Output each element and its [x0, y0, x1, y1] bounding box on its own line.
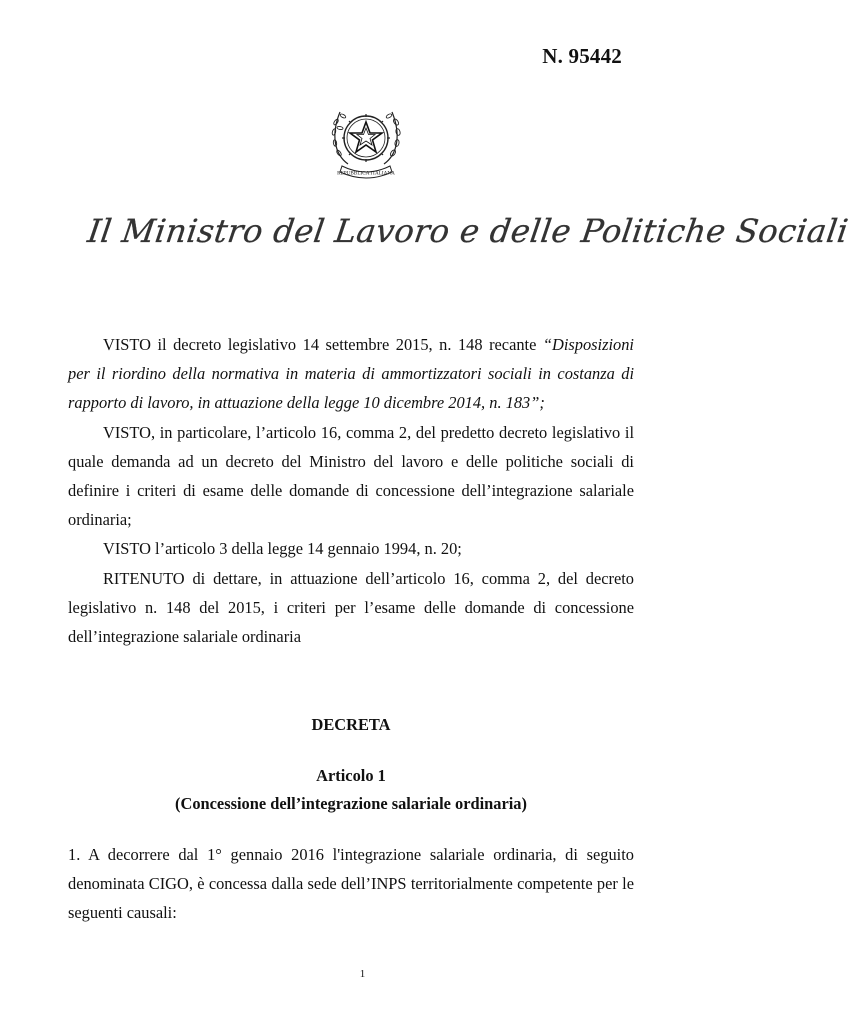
article-subtitle: (Concessione dell’integrazione salariale ordinaria): [175, 794, 527, 813]
document-number: N. 95442: [542, 44, 622, 68]
cited-decree-title: “Disposizioni per il riordino della normativa in materia di ammortizzatori sociali in costanza di rapporto di lavoro, in attuazione della legge 10 dicembre 2014, n. 183”;: [68, 335, 634, 413]
article-1-paragraph-1: 1. A decorrere dal 1° gennaio 2016 l'integrazione salariale ordinaria, di seguito denominata CIGO, è concessa dalla sede dell’INPS territorialmente competente per le seguenti causali:: [68, 845, 634, 923]
preamble-paragraph-2: VISTO, in particolare, l’articolo 16, comma 2, del predetto decreto legislativo il quale demanda ad un decreto del Ministro del lavoro e delle politiche sociali di definire i criteri di esame delle domande di concessione dell’integrazione salariale ordinaria;: [68, 422, 634, 530]
ministry-title: Il Ministro del Lavoro e delle Politiche Sociali: [85, 212, 851, 250]
preamble-paragraph-1-text: VISTO il decreto legislativo 14 settembre 2015, n. 148 recante: [103, 335, 543, 354]
page-number: 1: [359, 968, 366, 980]
article-title: Articolo 1: [316, 766, 386, 785]
preamble-paragraph-1: [68, 330, 634, 418]
emblem-ribbon-text: REPUBBLICA ITALIANA: [337, 170, 395, 177]
preamble-paragraph-3: VISTO l’articolo 3 della legge 14 gennaio 1994, n. 20;: [103, 539, 462, 559]
decree-heading: DECRETA: [311, 715, 391, 734]
italian-republic-emblem: [328, 100, 404, 184]
preamble: [68, 330, 634, 651]
preamble-paragraph-4: RITENUTO di dettare, in attuazione dell’articolo 16, comma 2, del decreto legislativo n. 148 del 2015, i criteri per l’esame delle domande di concessione dell’integrazione salariale ordinaria: [68, 568, 634, 647]
